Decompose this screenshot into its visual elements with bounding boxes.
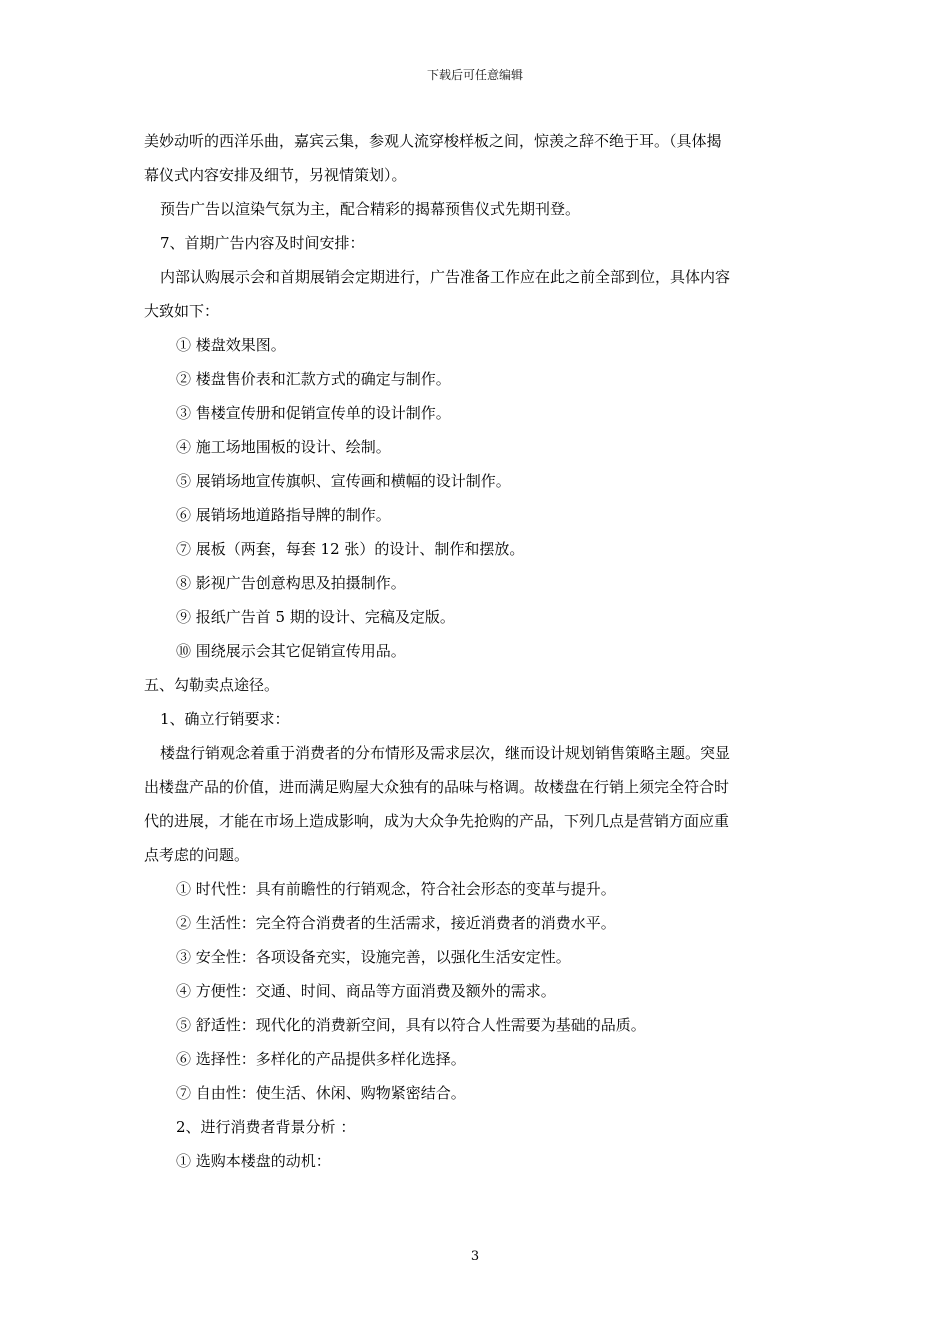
list-item: ④ 方便性：交通、时间、商品等方面消费及额外的需求。	[176, 982, 556, 1000]
body-line: 代的进展，才能在市场上造成影响，成为大众争先抢购的产品，下列几点是营销方面应重	[144, 812, 730, 830]
body-line: 楼盘行销观念着重于消费者的分布情形及需求层次，继而设计规划销售策略主题。突显	[160, 744, 731, 762]
body-line: 大致如下：	[144, 302, 220, 320]
page-number: 3	[470, 1249, 480, 1264]
body-line: 点考虑的问题。	[144, 846, 250, 864]
list-item: ⑧ 影视广告创意构思及拍摄制作。	[176, 574, 406, 592]
list-item: ③ 售楼宣传册和促销宣传单的设计制作。	[176, 404, 451, 422]
list-item: ⑥ 选择性：多样化的产品提供多样化选择。	[176, 1050, 466, 1068]
list-item: ② 生活性：完全符合消费者的生活需求，接近消费者的消费水平。	[176, 914, 616, 932]
body-line: 美妙动听的西洋乐曲，嘉宾云集，参观人流穿梭样板之间，惊羡之辞不绝于耳。（具体揭	[144, 132, 722, 150]
list-item: ④ 施工场地围板的设计、绘制。	[176, 438, 391, 456]
list-item: ⑤ 舒适性：现代化的消费新空间，具有以符合人性需要为基础的品质。	[176, 1016, 646, 1034]
body-line: 出楼盘产品的价值，进而满足购屋大众独有的品味与格调。故楼盘在行销上须完全符合时	[144, 778, 730, 796]
body-line: 幕仪式内容安排及细节，另视情策划）。	[144, 166, 407, 184]
page-header: 下载后可任意编辑	[426, 68, 523, 82]
list-item: ① 楼盘效果图。	[176, 336, 286, 354]
body-line: 内部认购展示会和首期展销会定期进行，广告准备工作应在此之前全部到位，具体内容	[160, 268, 731, 286]
list-item: ⑥ 展销场地道路指导牌的制作。	[176, 506, 391, 524]
list-item: ⑤ 展销场地宣传旗帜、宣传画和横幅的设计制作。	[176, 472, 511, 490]
list-item: ① 时代性：具有前瞻性的行销观念，符合社会形态的变革与提升。	[176, 880, 616, 898]
section-heading: 五、勾勒卖点途径。	[144, 676, 280, 694]
page-body	[144, 124, 808, 1178]
list-item: ③ 安全性：各项设备充实，设施完善，以强化生活安定性。	[176, 948, 571, 966]
subsection-heading: 2、进行消费者背景分析 ：	[176, 1118, 356, 1136]
section-heading: 7、首期广告内容及时间安排：	[160, 234, 365, 252]
body-line: 预告广告以渲染气氛为主，配合精彩的揭幕预售仪式先期刊登。	[160, 200, 581, 218]
list-item: ⑦ 自由性：使生活、休闲、购物紧密结合。	[176, 1084, 466, 1102]
list-item: ⑦ 展板（两套，每套 12 张）的设计、制作和摆放。	[176, 540, 525, 558]
list-item: ① 选购本楼盘的动机：	[176, 1152, 331, 1170]
list-item: ⑨ 报纸广告首 5 期的设计、完稿及定版。	[176, 608, 455, 626]
list-item: ⑩ 围绕展示会其它促销宣传用品。	[176, 642, 406, 660]
list-item: ② 楼盘售价表和汇款方式的确定与制作。	[176, 370, 451, 388]
subsection-heading: 1、确立行销要求：	[160, 710, 290, 728]
